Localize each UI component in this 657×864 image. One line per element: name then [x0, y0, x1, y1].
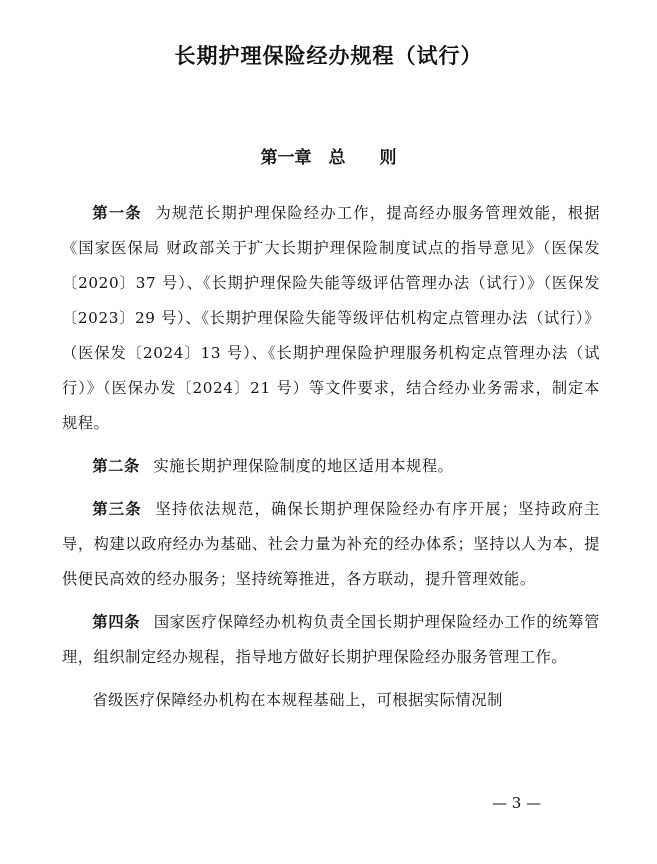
- article-label: 第三条: [92, 500, 142, 518]
- document-title: 长期护理保险经办规程（试行）: [174, 44, 483, 68]
- article-paragraph-1: [62, 196, 600, 441]
- article-text: 实施长期护理保险制度的地区适用本规程。: [153, 457, 454, 475]
- article-label: 第二条: [92, 457, 140, 475]
- article-paragraph-2: [62, 449, 600, 484]
- article-text: 省级医疗保障经办机构在本规程基础上，可根据实际情况制: [92, 691, 503, 709]
- page-number: — 3 —: [492, 794, 542, 812]
- chapter-heading: 第一章 总 则: [260, 148, 397, 168]
- document-body: [62, 196, 600, 726]
- article-text: 坚持依法规范，确保长期护理保险经办有序开展；坚持政府主导，构建以政府经办为基础、社会力量为补充的经办体系；坚持以人为本，提供便民高效的经办服务；坚持统筹推进，各方联动，提升管理效能。: [62, 500, 600, 588]
- article-label: 第四条: [92, 613, 141, 631]
- article-paragraph-3: [62, 492, 600, 597]
- article-paragraph-4: [62, 605, 600, 675]
- article-label: 第一条: [92, 204, 142, 222]
- article-paragraph-5: [62, 683, 600, 718]
- article-text: 国家医疗保障经办机构负责全国长期护理保险经办工作的统筹管理，组织制定经办规程，指导地方做好长期护理保险经办服务管理工作。: [62, 613, 600, 666]
- article-text: 为规范长期护理保险经办工作，提高经办服务管理效能，根据《国家医保局 财政部关于扩大长期护理保险制度试点的指导意见》（医保发〔2020〕37 号）、《长期护理保险失能等级评估管理办法（试行）》（医保发〔2023〕29 号）、《长期护理保险失能等级评估机构定点管理办法（试行）》（医保发〔2024〕13 号）、《长期护理保险护理服务机构定点管理办法（试行）》（医保办发〔2024〕21 号）等文件要求，结合经办业务需求，制定本规程。: [62, 204, 600, 432]
